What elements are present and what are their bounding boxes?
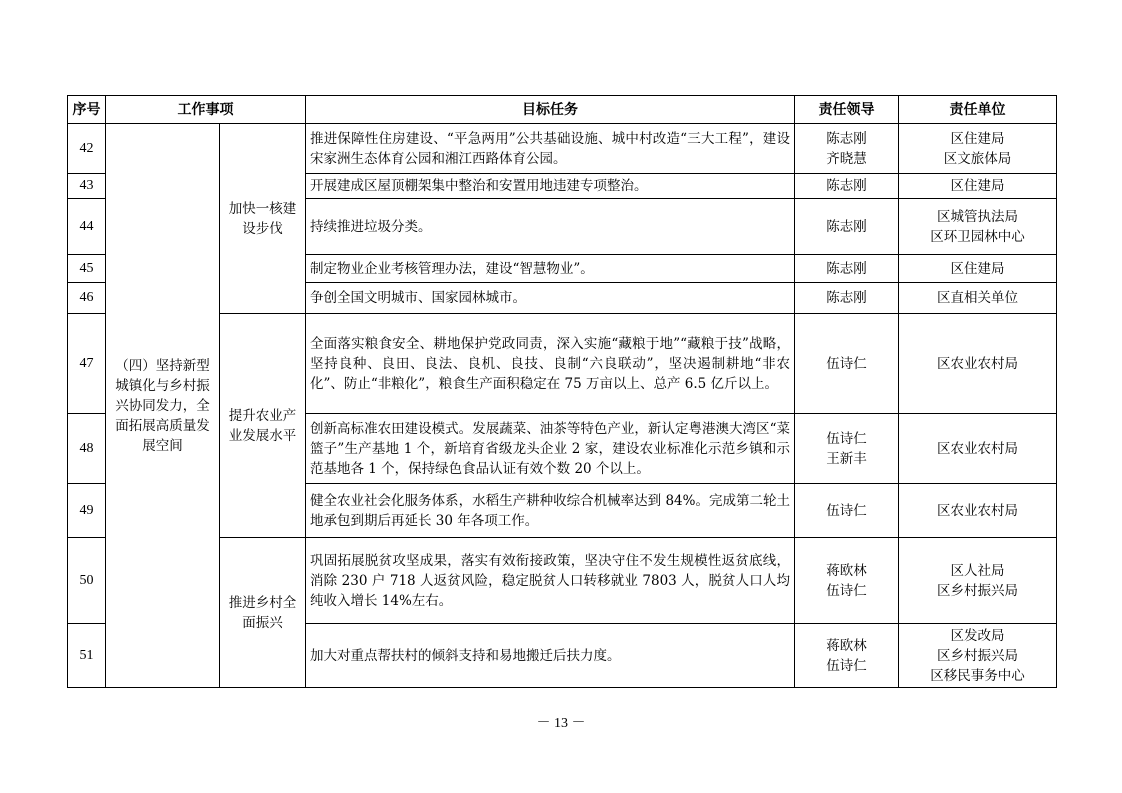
target-task: 加大对重点帮扶村的倾斜支持和易地搬迁后扶力度。	[306, 624, 795, 688]
unit-name: 区环卫园林中心	[930, 228, 1025, 245]
unit-name: 区农业农村局	[937, 440, 1018, 457]
work-item-g2: 提升农业产业发展水平	[220, 314, 306, 538]
row-number: 51	[68, 624, 106, 688]
target-task: 全面落实粮食安全、耕地保护党政同责，深入实施“藏粮于地”“藏粮于技”战略，坚持良种、良田、良法、良机、良技、良制“六良联动”，坚决遏制耕地“非农化”、防止“非粮化”，粮食生产面积稳定在 75 万亩以上、总产 6.5 亿斤以上。	[306, 314, 795, 414]
unit-name: 区住建局	[950, 260, 1005, 277]
responsible-unit	[899, 199, 1057, 255]
responsible-leader	[795, 255, 899, 283]
target-task: 制定物业企业考核管理办法，建设“智慧物业”。	[306, 255, 795, 283]
row-number: 50	[68, 538, 106, 624]
header-leader: 责任领导	[795, 96, 899, 124]
target-task: 开展建成区屋顶棚架集中整治和安置用地违建专项整治。	[306, 174, 795, 199]
responsible-unit	[899, 484, 1057, 538]
page-number: － 13 －	[536, 716, 586, 731]
target-task: 巩固拓展脱贫攻坚成果，落实有效衔接政策，坚决守住不发生规模性返贫底线，消除 230 户 718 人返贫风险，稳定脱贫人口转移就业 7803 人，脱贫人口人均纯收入增长 14%左右。	[306, 538, 795, 624]
category-cell: （四）坚持新型城镇化与乡村振兴协同发力，全面拓展高质量发展空间	[106, 124, 220, 688]
unit-name: 区住建局	[950, 178, 1005, 194]
unit-name: 区文旅体局	[943, 150, 1012, 167]
work-item-g3: 推进乡村全面振兴	[220, 538, 306, 688]
responsible-unit	[899, 255, 1057, 283]
responsible-unit	[899, 124, 1057, 174]
responsible-leader	[795, 199, 899, 255]
unit-name: 区乡村振兴局	[937, 647, 1018, 664]
responsible-unit	[899, 174, 1057, 199]
unit-name: 区城管执法局	[937, 208, 1018, 225]
leader-name: 伍诗仁	[826, 430, 867, 447]
table-header-row	[68, 96, 1057, 124]
responsible-leader	[795, 124, 899, 174]
leader-name: 伍诗仁	[826, 657, 867, 674]
leader-name: 陈志刚	[826, 290, 867, 306]
unit-name: 区直相关单位	[937, 290, 1018, 306]
leader-name: 齐晓慧	[826, 150, 867, 167]
unit-name: 区移民事务中心	[930, 667, 1025, 684]
row-number: 49	[68, 484, 106, 538]
work-item-g1: 加快一核建设步伐	[220, 124, 306, 314]
responsible-unit	[899, 283, 1057, 314]
responsible-unit	[899, 314, 1057, 414]
leader-name: 陈志刚	[826, 130, 867, 147]
leader-name: 伍诗仁	[826, 502, 867, 519]
header-item: 工作事项	[106, 96, 306, 124]
leader-name: 伍诗仁	[826, 582, 867, 599]
unit-name: 区发改局	[950, 627, 1005, 644]
responsible-leader	[795, 484, 899, 538]
target-task: 推进保障性住房建设、“平急两用”公共基础设施、城中村改造“三大工程”，建设宋家洲生态体育公园和湘江西路体育公园。	[306, 124, 795, 174]
unit-name: 区农业农村局	[937, 502, 1018, 519]
unit-name: 区农业农村局	[937, 355, 1018, 372]
responsible-leader	[795, 283, 899, 314]
target-task: 持续推进垃圾分类。	[306, 199, 795, 255]
leader-name: 蒋欧林	[826, 562, 867, 579]
table-row	[68, 124, 1057, 174]
header-no: 序号	[68, 96, 106, 124]
unit-name: 区乡村振兴局	[937, 582, 1018, 599]
responsible-leader	[795, 314, 899, 414]
leader-name: 陈志刚	[826, 218, 867, 235]
row-number: 47	[68, 314, 106, 414]
row-number: 44	[68, 199, 106, 255]
row-number: 45	[68, 255, 106, 283]
row-number: 46	[68, 283, 106, 314]
row-number: 42	[68, 124, 106, 174]
header-unit: 责任单位	[899, 96, 1057, 124]
work-task-table	[67, 95, 1057, 688]
responsible-leader	[795, 414, 899, 484]
responsible-leader	[795, 538, 899, 624]
leader-name: 王新丰	[826, 450, 867, 467]
target-task: 创新高标准农田建设模式。发展蔬菜、油茶等特色产业，新认定粤港澳大湾区“菜篮子”生产基地 1 个，新培育省级龙头企业 2 家，建设农业标准化示范乡镇和示范基地各 1 个，保持绿色食品认证有效个数 20 个以上。	[306, 414, 795, 484]
responsible-leader	[795, 174, 899, 199]
responsible-unit	[899, 414, 1057, 484]
leader-name: 陈志刚	[826, 260, 867, 277]
row-number: 48	[68, 414, 106, 484]
responsible-unit	[899, 538, 1057, 624]
target-task: 争创全国文明城市、国家园林城市。	[306, 283, 795, 314]
leader-name: 伍诗仁	[826, 355, 867, 372]
leader-name: 陈志刚	[826, 178, 867, 194]
header-task: 目标任务	[306, 96, 795, 124]
unit-name: 区人社局	[950, 562, 1005, 579]
responsible-leader	[795, 624, 899, 688]
row-number: 43	[68, 174, 106, 199]
unit-name: 区住建局	[950, 130, 1005, 147]
responsible-unit	[899, 624, 1057, 688]
leader-name: 蒋欧林	[826, 637, 867, 654]
target-task: 健全农业社会化服务体系，水稻生产耕种收综合机械率达到 84%。完成第二轮土地承包到期后再延长 30 年各项工作。	[306, 484, 795, 538]
